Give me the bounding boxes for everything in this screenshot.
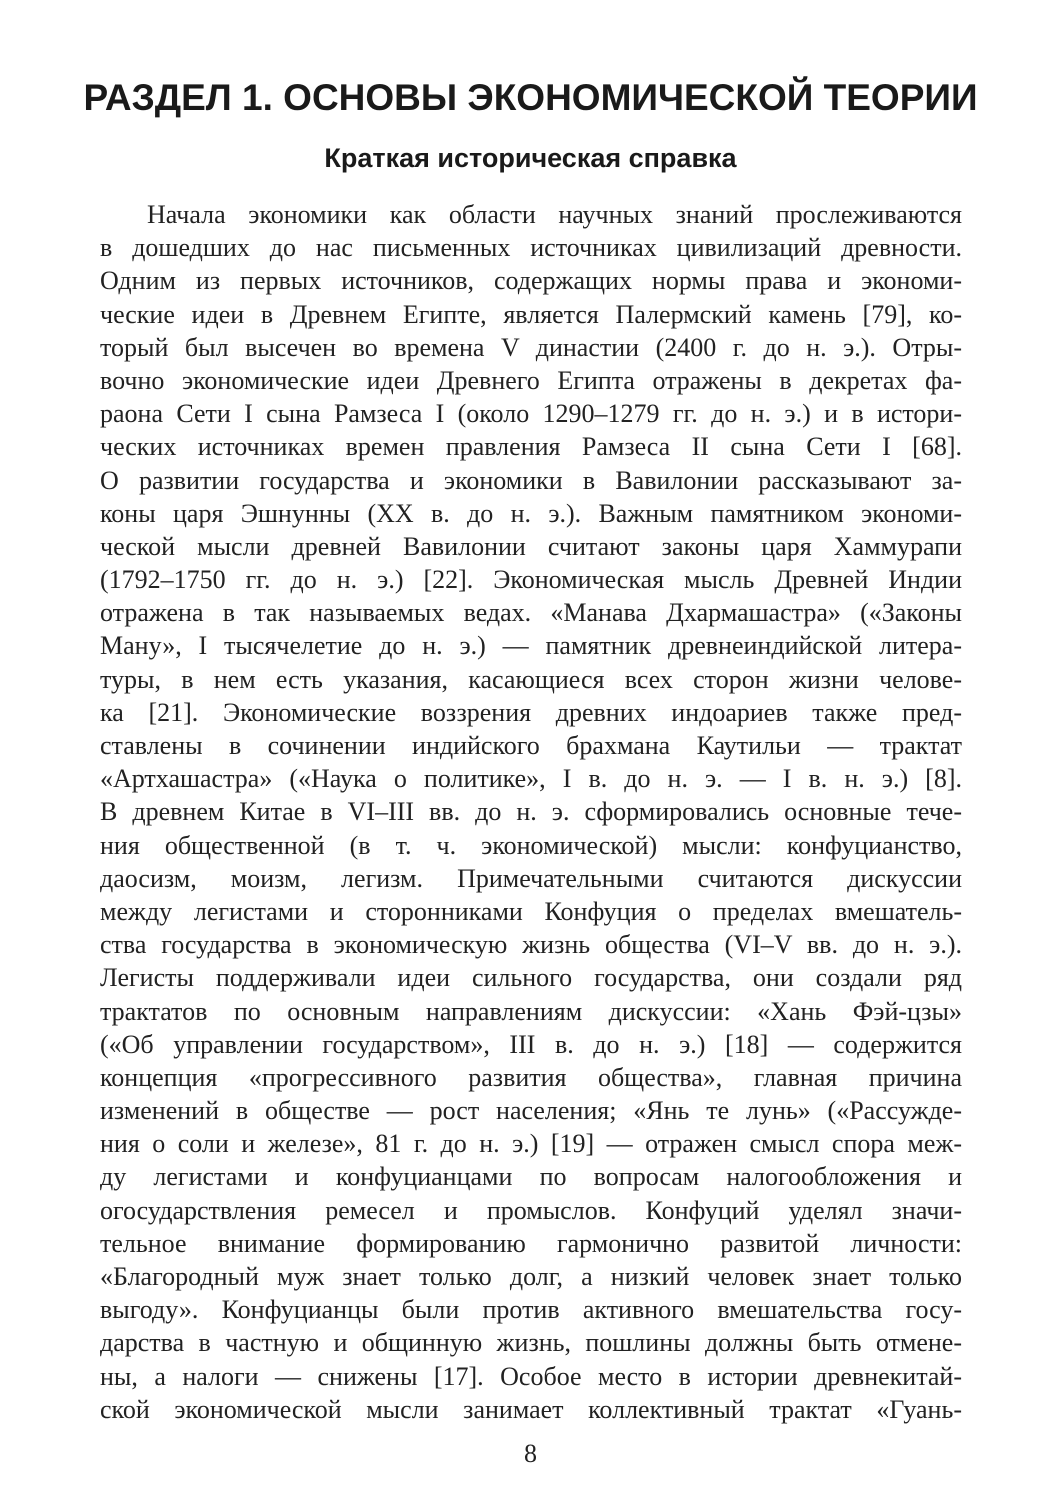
text-line: (1792–1750 гг. до н. э.) [22]. Экономическая мысль Древней Индии (100, 565, 962, 595)
text-line: Ману», I тысячелетие до н. э.) — памятник древнеиндийской литера- (100, 631, 962, 661)
text-line: торый был высечен во времена V династии (2400 г. до н. э.). Отры- (100, 332, 962, 362)
text-line: Одним из первых источников, содержащих нормы права и экономи- (100, 266, 962, 296)
text-line: ства государства в экономическую жизнь общества (VI–V вв. до н. э.). (100, 930, 962, 960)
body-paragraph (100, 198, 962, 1426)
text-line: О развитии государства и экономики в Вавилонии рассказывают за- (100, 465, 962, 495)
text-line: выгоду». Конфуцианцы были против активного вмешательства госу- (100, 1295, 962, 1325)
text-line: ния о соли и железе», 81 г. до н. э.) [19] — отражен смысл спора меж- (100, 1129, 962, 1159)
text-line: «Артхашастра» («Наука о политике», I в. до н. э. — I в. н. э.) [8]. (100, 764, 962, 794)
text-line: дарства в частную и общинную жизнь, пошлины должны быть отмене- (100, 1328, 962, 1358)
text-line: ческой мысли древней Вавилонии считают законы царя Хаммурапи (100, 531, 962, 561)
text-line: ческих источниках времен правления Рамзеса II сына Сети I [68]. (100, 432, 962, 462)
text-line: ка [21]. Экономические воззрения древних индоариев также пред- (100, 697, 962, 727)
text-line: тельное внимание формированию гармонично развитой личности: (100, 1228, 962, 1258)
text-line: «Благородный муж знает только долг, а низкий человек знает только (100, 1262, 962, 1291)
text-line: Легисты поддерживали идеи сильного государства, они создали ряд (100, 963, 962, 993)
text-line: ду легистами и конфуцианцами по вопросам налогообложения и (100, 1162, 962, 1192)
text-line: ческие идеи в Древнем Египте, является Палермский камень [79], ко- (100, 299, 962, 329)
text-line: ской экономической мысли занимает коллективный трактат «Гуань- (100, 1394, 962, 1424)
text-line: огосударствления ремесел и промыслов. Конфуций уделял значи- (100, 1195, 962, 1225)
text-line: В древнем Китае в VI–III вв. до н. э. сформировались основные тече- (100, 797, 962, 827)
text-line: коны царя Эшнунны (XX в. до н. э.). Важным памятником экономи- (100, 498, 962, 528)
page-number: 8 (524, 1439, 537, 1468)
text-line: изменений в обществе — рост населения; «Янь те лунь» («Рассужде- (100, 1096, 962, 1126)
text-line: ны, а налоги — снижены [17]. Особое место в истории древнекитай- (100, 1361, 962, 1391)
text-line: Начала экономики как области научных знаний прослеживаются (147, 200, 962, 229)
text-line: («Об управлении государством», III в. до н. э.) [18] — содержится (100, 1029, 962, 1059)
text-line: между легистами и сторонниками Конфуция о пределах вмешатель- (100, 896, 962, 926)
section-subtitle: Краткая историческая справка (324, 143, 737, 173)
text-line: ния общественной (в т. ч. экономической) мысли: конфуцианство, (100, 830, 962, 860)
text-line: раона Сети I сына Рамзеса I (около 1290–1279 гг. до н. э.) и в истори- (100, 399, 962, 429)
text-line: в дошедших до нас письменных источниках цивилизаций древности. (100, 233, 962, 263)
text-line: концепция «прогрессивного развития общества», главная причина (100, 1062, 962, 1092)
text-line: трактатов по основным направлениям дискуссии: «Хань Фэй-цзы» (100, 996, 962, 1026)
text-line: вочно экономические идеи Древнего Египта отражены в декретах фа- (100, 365, 962, 395)
text-line: отражена в так называемых ведах. «Манава Дхармашастра» («Законы (100, 598, 962, 628)
text-line: даосизм, моизм, легизм. Примечательными считаются дискуссии (100, 863, 962, 893)
text-line: туры, в нем есть указания, касающиеся всех сторон жизни челове- (100, 664, 962, 694)
text-line: ставлены в сочинении индийского брахмана Каутильи — трактат (100, 731, 962, 760)
section-title: РАЗДЕЛ 1. ОСНОВЫ ЭКОНОМИЧЕСКОЙ ТЕОРИИ (83, 77, 978, 118)
